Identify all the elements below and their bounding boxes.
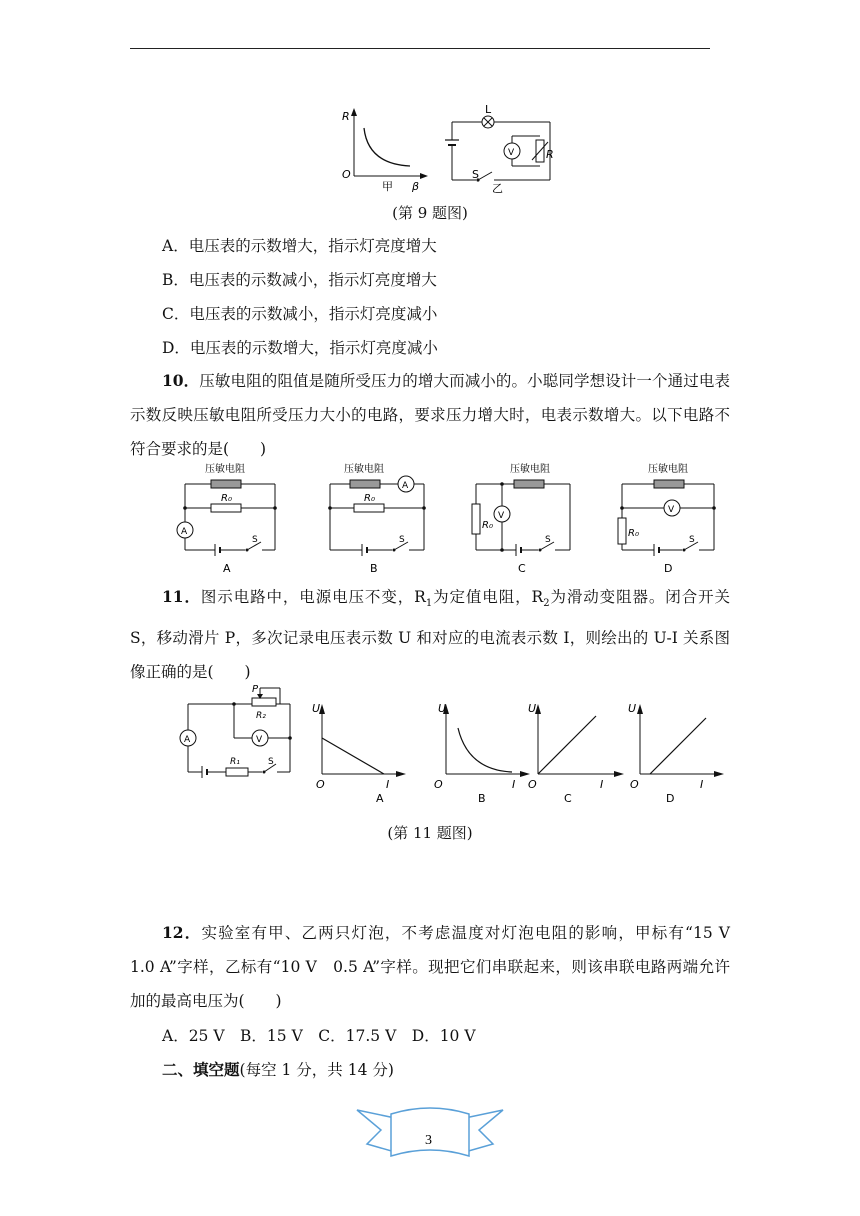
- q11-graph-b: [432, 700, 532, 808]
- q9-yi-voltmeter-label: V: [508, 148, 515, 158]
- q11-a-xlabel: I: [386, 778, 390, 791]
- q10-d-r0: R₀: [628, 528, 639, 539]
- q11-stem: [130, 580, 730, 689]
- q12-stem: [130, 916, 746, 1018]
- q9-figure-yi: [440, 100, 560, 194]
- q11-text-3: 为滑动变阻器。闭合开关 S，移动滑片 P，多次记录电压表示数 U 和对应的电流表示数 I，则绘出的 U-I 关系图像正确的是( ): [130, 588, 731, 682]
- q11-b-ylabel: U: [438, 702, 447, 715]
- q11-number: 11．: [162, 587, 201, 606]
- q10-d-meter: V: [668, 505, 675, 515]
- q11-b-letter: B: [478, 792, 486, 805]
- page-number-ribbon: [355, 1100, 505, 1166]
- q11-r2-label: R₂: [256, 711, 266, 721]
- q11-d-origin: O: [630, 778, 639, 791]
- header-rule: [130, 48, 710, 49]
- q9-option-c: C．电压表的示数减小，指示灯亮度减小: [162, 305, 438, 323]
- q9-figure-jia: [338, 106, 428, 192]
- q10-c-letter: C: [518, 562, 526, 575]
- q12-text: 实验室有甲、乙两只灯泡，不考虑温度对灯泡电阻的影响，甲标有“15 V 1.0 A”字样，乙标有“10 V 0.5 A”字样。现把它们串联起来，则该串联电路两端允许加的最高电压为( ): [130, 924, 746, 1010]
- q11-c-origin: O: [528, 778, 537, 791]
- q10-text: 压敏电阻的阻值是随所受压力的增大而减小的。小聪同学想设计一个通过电表示数反映压敏电阻所受压力大小的电路，要求压力增大时，电表示数增大。以下电路不符合要求的是( ): [130, 372, 730, 458]
- q11-d-letter: D: [666, 792, 675, 805]
- q10-d-letter: D: [664, 562, 673, 575]
- q9-jia-name: 甲: [382, 180, 393, 192]
- q10-d-switch: S: [689, 535, 695, 545]
- q12-number: 12．: [162, 923, 202, 942]
- section2-title: 二、填空题: [162, 1060, 240, 1079]
- q11-c-xlabel: I: [600, 778, 604, 791]
- q11-graph-c: [526, 700, 626, 808]
- q11-voltmeter-label: V: [256, 735, 263, 745]
- q11-sub-2: 2: [543, 598, 550, 610]
- section2-note: (每空 1 分，共 14 分): [239, 1061, 394, 1079]
- q11-caption: (第 11 题图): [387, 824, 473, 842]
- q10-a-meter: A: [181, 527, 188, 537]
- q10-number: 10．: [162, 371, 200, 390]
- page-number: 3: [425, 1133, 432, 1148]
- q11-graph-d: [626, 700, 726, 808]
- q11-a-origin: O: [316, 778, 325, 791]
- q11-d-ylabel: U: [628, 702, 637, 715]
- q10-circuit-b: [312, 460, 432, 578]
- section2-heading: [162, 1060, 394, 1080]
- q11-b-origin: O: [434, 778, 443, 791]
- q11-a-letter: A: [376, 792, 384, 805]
- q10-b-switch: S: [399, 535, 405, 545]
- q9-jia-xlabel: β: [412, 180, 420, 192]
- q9-yi-resistor-label: R: [546, 148, 554, 161]
- q10-a-r0: R₀: [221, 493, 232, 504]
- q11-r1-label: R₁: [230, 757, 240, 767]
- q11-text-1: 图示电路中，电源电压不变，R: [200, 588, 426, 606]
- q10-d-title: 压敏电阻: [648, 464, 688, 475]
- q10-b-letter: B: [370, 562, 378, 575]
- q9-option-a: A．电压表的示数增大，指示灯亮度增大: [162, 237, 437, 255]
- q10-c-meter: V: [498, 511, 505, 521]
- q9-option-d: D．电压表的示数增大，指示灯亮度减小: [162, 339, 438, 357]
- q10-a-title: 压敏电阻: [205, 464, 245, 475]
- q11-a-ylabel: U: [312, 702, 321, 715]
- q11-c-letter: C: [564, 792, 572, 805]
- q11-d-xlabel: I: [700, 778, 704, 791]
- q11-c-ylabel: U: [528, 702, 537, 715]
- q10-stem: [130, 364, 730, 466]
- q11-slider-p: P: [252, 684, 259, 695]
- q12-options: A．25 V B．15 V C．17.5 V D．10 V: [162, 1027, 476, 1045]
- q9-yi-lamp-label: L: [485, 103, 492, 116]
- q9-jia-origin: O: [342, 168, 351, 181]
- q10-b-title: 压敏电阻: [344, 464, 384, 475]
- q9-yi-name: 乙: [492, 182, 503, 194]
- q9-option-b: B．电压表的示数减小，指示灯亮度增大: [162, 271, 437, 289]
- q10-a-switch: S: [252, 535, 258, 545]
- q10-b-r0: R₀: [364, 493, 375, 504]
- q10-circuit-d: [608, 460, 728, 578]
- q11-circuit: [176, 684, 300, 784]
- q10-c-title: 压敏电阻: [510, 464, 550, 475]
- q10-circuit-c: [462, 460, 582, 578]
- q10-circuit-a: [165, 460, 285, 578]
- q10-a-letter: A: [223, 562, 231, 575]
- q11-graph-a: [312, 700, 412, 808]
- q10-c-switch: S: [545, 535, 551, 545]
- q11-switch-label: S: [268, 757, 274, 767]
- q9-caption: (第 9 题图): [392, 204, 468, 222]
- q11-b-xlabel: I: [512, 778, 516, 791]
- q10-b-meter: A: [402, 481, 409, 491]
- q10-c-r0: R₀: [482, 520, 493, 531]
- q9-yi-switch-label: S: [472, 168, 479, 181]
- q11-sub-1: 1: [425, 598, 433, 610]
- q11-ammeter-label: A: [184, 735, 191, 745]
- q11-text-2: 为定值电阻，R: [432, 588, 544, 606]
- q9-jia-ylabel: R: [342, 110, 350, 123]
